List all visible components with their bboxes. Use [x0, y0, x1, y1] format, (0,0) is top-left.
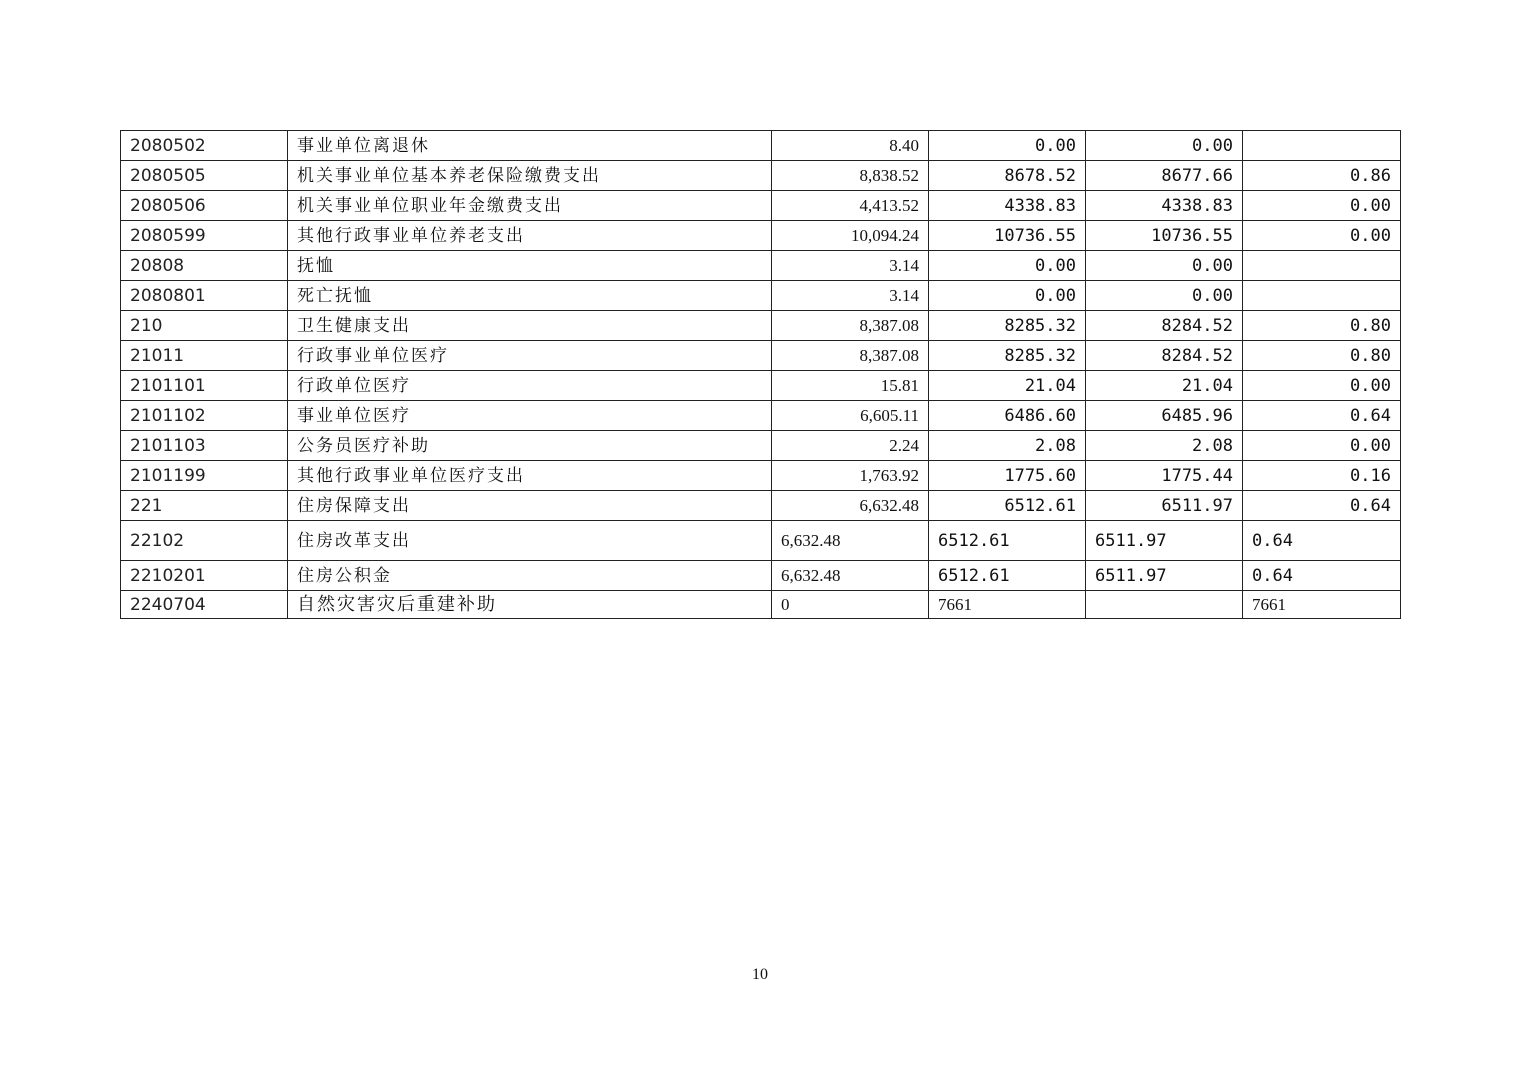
row-value-4: 0.64 — [1243, 521, 1401, 561]
row-value-2: 6512.61 — [929, 521, 1086, 561]
row-value-3: 6511.97 — [1086, 491, 1243, 521]
table-row — [121, 311, 1401, 341]
row-code: 2080801 — [121, 281, 288, 311]
row-value-4: 0.00 — [1243, 371, 1401, 401]
row-name: 住房公积金 — [288, 561, 772, 591]
row-value-3: 8284.52 — [1086, 341, 1243, 371]
row-value-2: 6486.60 — [929, 401, 1086, 431]
row-name: 机关事业单位职业年金缴费支出 — [288, 191, 772, 221]
row-value-3: 10736.55 — [1086, 221, 1243, 251]
table-row — [121, 371, 1401, 401]
row-value-3: 0.00 — [1086, 281, 1243, 311]
row-value-3: 8284.52 — [1086, 311, 1243, 341]
row-value-4 — [1243, 131, 1401, 161]
page-number: 10 — [752, 966, 768, 983]
expenditure-table — [120, 130, 1401, 619]
table-row — [121, 131, 1401, 161]
row-value-4: 0.16 — [1243, 461, 1401, 491]
row-value-1: 10,094.24 — [772, 221, 929, 251]
row-name: 事业单位医疗 — [288, 401, 772, 431]
row-value-1: 3.14 — [772, 251, 929, 281]
row-value-2: 6512.61 — [929, 561, 1086, 591]
row-value-3: 4338.83 — [1086, 191, 1243, 221]
row-value-1: 6,605.11 — [772, 401, 929, 431]
row-name: 其他行政事业单位养老支出 — [288, 221, 772, 251]
row-value-3: 6511.97 — [1086, 521, 1243, 561]
row-name: 卫生健康支出 — [288, 311, 772, 341]
row-code: 2101103 — [121, 431, 288, 461]
row-name: 抚恤 — [288, 251, 772, 281]
row-name: 行政事业单位医疗 — [288, 341, 772, 371]
row-name: 行政单位医疗 — [288, 371, 772, 401]
row-value-3: 8677.66 — [1086, 161, 1243, 191]
row-code: 2101101 — [121, 371, 288, 401]
row-value-1: 6,632.48 — [772, 521, 929, 561]
table-body — [121, 131, 1401, 619]
row-value-4 — [1243, 281, 1401, 311]
table-row — [121, 461, 1401, 491]
row-value-1: 8,387.08 — [772, 341, 929, 371]
row-value-4 — [1243, 251, 1401, 281]
table-row — [121, 191, 1401, 221]
row-value-2: 21.04 — [929, 371, 1086, 401]
table-row — [121, 431, 1401, 461]
row-name: 其他行政事业单位医疗支出 — [288, 461, 772, 491]
row-code: 2080506 — [121, 191, 288, 221]
row-value-1: 8,387.08 — [772, 311, 929, 341]
row-code: 2101199 — [121, 461, 288, 491]
row-value-2: 8678.52 — [929, 161, 1086, 191]
table-row — [121, 341, 1401, 371]
row-code: 20808 — [121, 251, 288, 281]
row-value-1: 15.81 — [772, 371, 929, 401]
row-code: 2080502 — [121, 131, 288, 161]
row-value-4: 0.64 — [1243, 491, 1401, 521]
table-row — [121, 401, 1401, 431]
row-value-2: 8285.32 — [929, 311, 1086, 341]
table-row — [121, 251, 1401, 281]
row-value-2: 4338.83 — [929, 191, 1086, 221]
row-value-1: 8,838.52 — [772, 161, 929, 191]
row-value-2: 7661 — [929, 591, 1086, 619]
row-name: 机关事业单位基本养老保险缴费支出 — [288, 161, 772, 191]
row-code: 2101102 — [121, 401, 288, 431]
row-value-2: 10736.55 — [929, 221, 1086, 251]
row-code: 210 — [121, 311, 288, 341]
table-row — [121, 521, 1401, 561]
row-code: 21011 — [121, 341, 288, 371]
row-value-3: 0.00 — [1086, 131, 1243, 161]
row-value-1: 2.24 — [772, 431, 929, 461]
row-value-3: 0.00 — [1086, 251, 1243, 281]
row-value-4: 0.64 — [1243, 401, 1401, 431]
row-value-3: 6485.96 — [1086, 401, 1243, 431]
row-code: 2080505 — [121, 161, 288, 191]
table-row — [121, 591, 1401, 619]
row-value-4: 0.80 — [1243, 341, 1401, 371]
row-value-4: 0.64 — [1243, 561, 1401, 591]
table-row — [121, 221, 1401, 251]
row-value-1: 3.14 — [772, 281, 929, 311]
table-row — [121, 491, 1401, 521]
row-value-2: 0.00 — [929, 131, 1086, 161]
row-code: 2210201 — [121, 561, 288, 591]
row-value-3: 21.04 — [1086, 371, 1243, 401]
row-code: 2240704 — [121, 591, 288, 619]
row-value-4: 0.00 — [1243, 191, 1401, 221]
row-value-2: 0.00 — [929, 251, 1086, 281]
row-name: 事业单位离退休 — [288, 131, 772, 161]
row-name: 公务员医疗补助 — [288, 431, 772, 461]
row-value-3: 6511.97 — [1086, 561, 1243, 591]
row-value-4: 0.00 — [1243, 431, 1401, 461]
row-value-1: 6,632.48 — [772, 561, 929, 591]
row-value-4: 0.80 — [1243, 311, 1401, 341]
table-row — [121, 281, 1401, 311]
row-name: 住房保障支出 — [288, 491, 772, 521]
row-value-1: 4,413.52 — [772, 191, 929, 221]
row-code: 2080599 — [121, 221, 288, 251]
table-row — [121, 161, 1401, 191]
row-value-4: 7661 — [1243, 591, 1401, 619]
row-code: 22102 — [121, 521, 288, 561]
table-row — [121, 561, 1401, 591]
row-value-1: 1,763.92 — [772, 461, 929, 491]
row-value-2: 2.08 — [929, 431, 1086, 461]
row-value-1: 8.40 — [772, 131, 929, 161]
row-value-3: 1775.44 — [1086, 461, 1243, 491]
row-name: 自然灾害灾后重建补助 — [288, 591, 772, 619]
row-code: 221 — [121, 491, 288, 521]
row-value-2: 1775.60 — [929, 461, 1086, 491]
row-value-4: 0.00 — [1243, 221, 1401, 251]
row-value-1: 0 — [772, 591, 929, 619]
row-value-4: 0.86 — [1243, 161, 1401, 191]
row-value-2: 8285.32 — [929, 341, 1086, 371]
row-value-3: 2.08 — [1086, 431, 1243, 461]
row-value-2: 6512.61 — [929, 491, 1086, 521]
row-value-3 — [1086, 591, 1243, 619]
row-value-2: 0.00 — [929, 281, 1086, 311]
row-name: 死亡抚恤 — [288, 281, 772, 311]
row-value-1: 6,632.48 — [772, 491, 929, 521]
row-name: 住房改革支出 — [288, 521, 772, 561]
